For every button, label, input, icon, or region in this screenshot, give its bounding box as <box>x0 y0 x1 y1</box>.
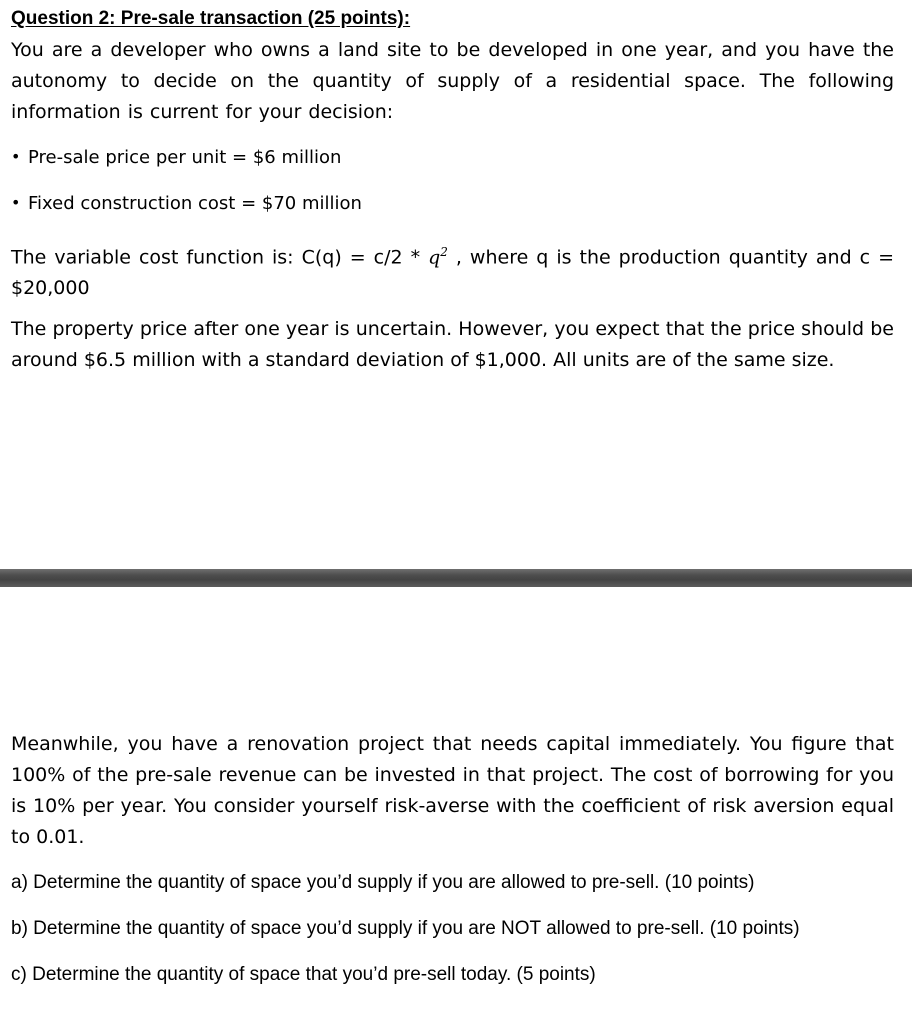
page-break-divider <box>0 569 912 587</box>
subquestion-a: a) Determine the quantity of space you’d supply if you are allowed to pre-sell. (10 points) <box>11 872 755 893</box>
intro-paragraph: You are a developer who owns a land site to be developed in one year, and you have the autonomy to decide on the quantity of supply of a residential space. The following information is current for your decision: <box>11 39 894 123</box>
cost-function-prefix: The variable cost function is: C(q) = c/2 * <box>11 246 429 269</box>
uncertainty-paragraph: The property price after one year is uncertain. However, you expect that the price should be around $6.5 million with a standard deviation of $1,000. All units are of the same size. <box>11 318 894 371</box>
cost-function-suffix: , where q is the production quantity and c = $20,000 <box>11 246 895 300</box>
bullet-icon: • <box>11 193 21 212</box>
subquestion-b: b) Determine the quantity of space you’d supply if you are NOT allowed to pre-sell. (10 points) <box>11 918 800 939</box>
cost-function-variable: q <box>428 246 441 269</box>
bullet-fixed-cost <box>11 193 362 214</box>
cost-function-paragraph <box>11 237 894 304</box>
renovation-paragraph: Meanwhile, you have a renovation project that needs capital immediately. You figure that 100% of the pre-sale revenue can be invested in that project. The cost of borrowing for you is 10% per year. You consider yourself risk-averse with the coefficient of risk aversion equal to 0.01. <box>11 733 894 848</box>
bullet-text: Pre-sale price per unit = $6 million <box>28 147 342 168</box>
bullet-text: Fixed construction cost = $70 million <box>28 193 362 214</box>
question-title: Question 2: Pre-sale transaction (25 points): <box>11 8 411 29</box>
subquestion-c: c) Determine the quantity of space that you’d pre-sell today. (5 points) <box>11 964 596 985</box>
cost-function-exponent: 2 <box>440 245 448 259</box>
bullet-presale-price <box>11 147 341 168</box>
bullet-icon: • <box>11 147 21 166</box>
